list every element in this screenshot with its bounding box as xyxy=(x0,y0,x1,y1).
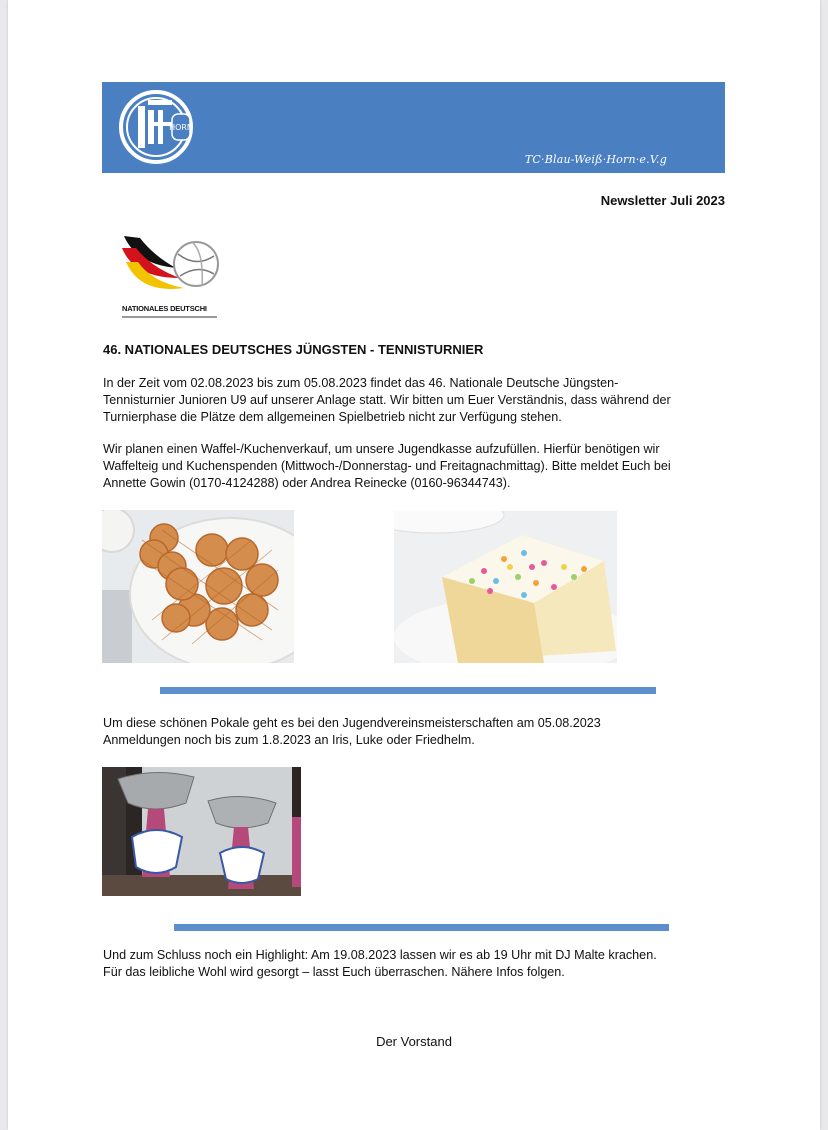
text-line: In der Zeit vom 02.08.2023 bis zum 05.08.2023 findet das 46. Nationale Deutsche Jüngsten- xyxy=(103,376,619,390)
tournament-logo-subline xyxy=(122,316,217,318)
text-line: Um diese schönen Pokale geht es bei den Jugendvereinsmeisterschaften am 05.08.2023 xyxy=(103,716,601,730)
text-line: Für das leibliche Wohl wird gesorgt – lasst Euch überraschen. Nähere Infos folgen. xyxy=(103,965,565,979)
signature: Der Vorstand xyxy=(376,1034,452,1049)
header-banner xyxy=(102,82,725,173)
club-logo xyxy=(118,86,198,166)
text-line: Tennisturnier Junioren U9 auf unserer Anlage statt. Wir bitten um Euer Verständnis, dass während der xyxy=(103,393,671,407)
club-name: TC·Blau-Weiß·Horn·e.V.g xyxy=(524,153,667,166)
text-line: Waffelteig und Kuchenspenden (Mittwoch-/Donnerstag- und Freitagnachmittag). Bitte meldet Euch bei xyxy=(103,459,671,473)
waffle-photo xyxy=(102,510,294,663)
trophies-paragraph xyxy=(103,715,743,749)
tournament-paragraph xyxy=(103,375,743,426)
text-line: Und zum Schluss noch ein Highlight: Am 19.08.2023 lassen wir es ab 19 Uhr mit DJ Malte krachen. xyxy=(103,948,657,962)
text-line: Anmeldungen noch bis zum 1.8.2023 an Iris, Luke oder Friedhelm. xyxy=(103,733,475,747)
section-divider xyxy=(174,924,669,931)
cake-photo xyxy=(394,511,617,663)
tournament-logo xyxy=(118,228,226,324)
text-line: Turnierphase die Plätze dem allgemeinen Spielbetrieb nicht zur Verfügung stehen. xyxy=(103,410,562,424)
bake-sale-paragraph xyxy=(103,441,743,492)
section-title: 46. NATIONALES DEUTSCHES JÜNGSTEN - TENNISTURNIER xyxy=(103,342,484,357)
section-divider xyxy=(160,687,656,694)
trophy-photo xyxy=(102,767,301,896)
club-logo-text: HORN xyxy=(169,123,193,132)
flag-swoosh-icon xyxy=(118,228,226,304)
text-line: Wir planen einen Waffel-/Kuchenverkauf, um unsere Jugendkasse aufzufüllen. Hierfür benötigen wir xyxy=(103,442,660,456)
newsletter-title: Newsletter Juli 2023 xyxy=(600,193,725,208)
text-line: Annette Gowin (0170-4124288) oder Andrea Reinecke (0160-96344743). xyxy=(103,476,511,490)
tournament-logo-text: NATIONALES DEUTSCHI xyxy=(122,304,207,313)
highlight-paragraph xyxy=(103,947,743,981)
